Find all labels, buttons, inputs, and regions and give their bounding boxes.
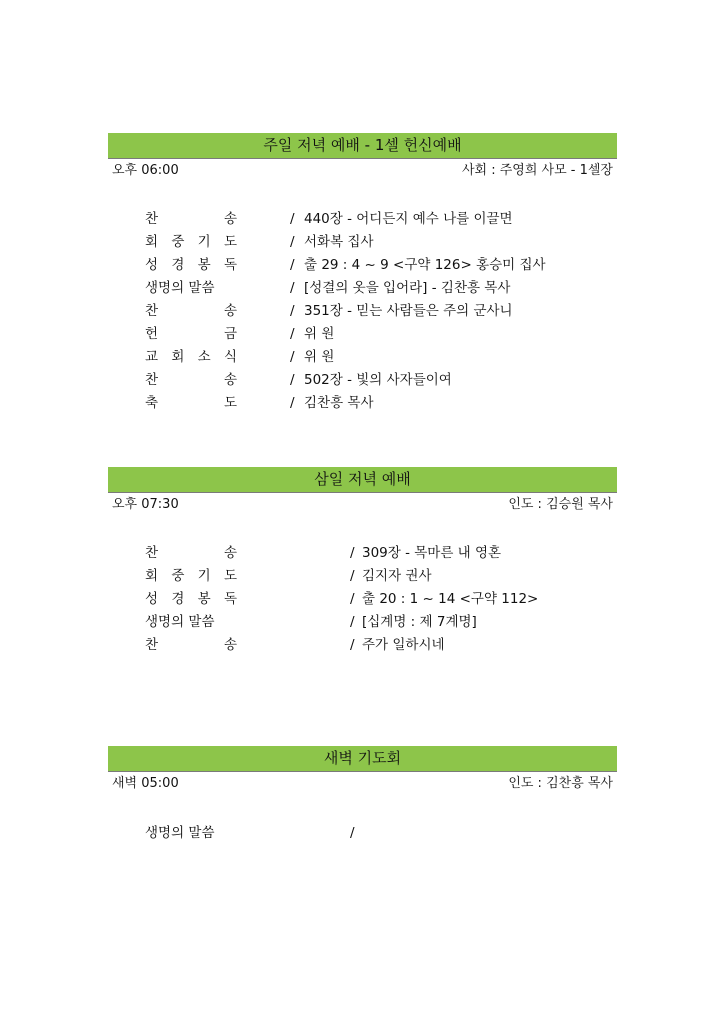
order-item-label: 교 회 소 식 <box>145 349 237 365</box>
separator-slash: / <box>290 349 295 365</box>
order-item <box>145 277 615 300</box>
order-item-detail: 위 원 <box>304 349 335 365</box>
order-item-label: 찬 송 <box>145 303 237 319</box>
separator-slash: / <box>290 303 295 319</box>
separator-slash: / <box>350 545 355 561</box>
order-item <box>145 369 615 392</box>
section-meta <box>108 493 617 517</box>
order-item-detail: 김찬흥 목사 <box>304 395 374 411</box>
order-item-label: 성 경 봉 독 <box>145 591 237 607</box>
order-item-detail: 김지자 권사 <box>362 568 432 584</box>
order-item-label: 생명의 말씀 <box>145 825 215 841</box>
section-title: 주일 저녁 예배 - 1셀 헌신예배 <box>263 136 462 154</box>
order-item-detail: 위 원 <box>304 326 335 342</box>
order-item <box>145 392 615 415</box>
order-item-label: 찬 송 <box>145 372 237 388</box>
order-item-label: 회 중 기 도 <box>145 234 237 250</box>
order-item-detail: 서화복 집사 <box>304 234 374 250</box>
order-item-label: 생명의 말씀 <box>145 614 215 630</box>
order-item <box>145 346 615 369</box>
section-meta <box>108 159 617 183</box>
service-time: 새벽 05:00 <box>112 776 179 791</box>
service-leader: 인도 : 김찬흥 목사 <box>508 776 613 791</box>
order-item <box>145 822 615 845</box>
separator-slash: / <box>290 234 295 250</box>
order-list <box>145 542 615 657</box>
order-item-label: 찬 송 <box>145 637 237 653</box>
section-title: 새벽 기도회 <box>323 749 402 767</box>
order-item-label: 축 도 <box>145 395 237 411</box>
service-time: 오후 07:30 <box>112 497 179 512</box>
separator-slash: / <box>350 825 355 841</box>
order-item-detail: 502장 - 빛의 사자들이여 <box>304 372 452 388</box>
separator-slash: / <box>290 372 295 388</box>
order-item-label: 성 경 봉 독 <box>145 257 237 273</box>
separator-slash: / <box>350 568 355 584</box>
order-list <box>145 208 615 415</box>
order-item-label: 회 중 기 도 <box>145 568 237 584</box>
separator-slash: / <box>350 637 355 653</box>
separator-slash: / <box>290 326 295 342</box>
order-item-detail: 309장 - 목마른 내 영혼 <box>362 545 502 561</box>
service-leader: 인도 : 김승원 목사 <box>508 497 613 512</box>
dawn-prayer-section <box>108 746 617 796</box>
order-item <box>145 254 615 277</box>
order-item-label: 헌 금 <box>145 326 237 342</box>
order-item-detail: 출 20 : 1 ~ 14 <구약 112> <box>362 591 539 607</box>
service-time: 오후 06:00 <box>112 163 179 178</box>
order-item-detail: 출 29 : 4 ~ 9 <구약 126> 홍승미 집사 <box>304 257 546 273</box>
order-item-label: 찬 송 <box>145 545 237 561</box>
order-item <box>145 208 615 231</box>
sunday-evening-section <box>108 133 617 183</box>
order-item <box>145 634 615 657</box>
separator-slash: / <box>290 257 295 273</box>
order-item-detail: [성결의 옷을 입어라] - 김찬흥 목사 <box>304 280 511 296</box>
order-list <box>145 822 615 845</box>
order-item <box>145 611 615 634</box>
separator-slash: / <box>290 211 295 227</box>
order-item-detail: 351장 - 믿는 사람들은 주의 군사니 <box>304 303 513 319</box>
separator-slash: / <box>290 280 295 296</box>
section-title-bar <box>108 133 617 158</box>
order-item <box>145 565 615 588</box>
section-title: 삼일 저녁 예배 <box>314 470 411 488</box>
order-item <box>145 323 615 346</box>
order-item-detail: 주가 일하시네 <box>362 637 445 653</box>
order-item <box>145 588 615 611</box>
separator-slash: / <box>350 614 355 630</box>
order-item-label: 생명의 말씀 <box>145 280 215 296</box>
order-item-detail: [십계명 : 제 7계명] <box>362 614 477 630</box>
order-item <box>145 542 615 565</box>
service-leader: 사회 : 주영희 사모 - 1셀장 <box>461 163 613 178</box>
section-meta <box>108 772 617 796</box>
wednesday-evening-section <box>108 467 617 517</box>
order-item-label: 찬 송 <box>145 211 237 227</box>
separator-slash: / <box>290 395 295 411</box>
order-item <box>145 231 615 254</box>
order-item <box>145 300 615 323</box>
separator-slash: / <box>350 591 355 607</box>
section-title-bar <box>108 467 617 492</box>
section-title-bar <box>108 746 617 771</box>
order-item-detail: 440장 - 어디든지 예수 나를 이끌면 <box>304 211 513 227</box>
